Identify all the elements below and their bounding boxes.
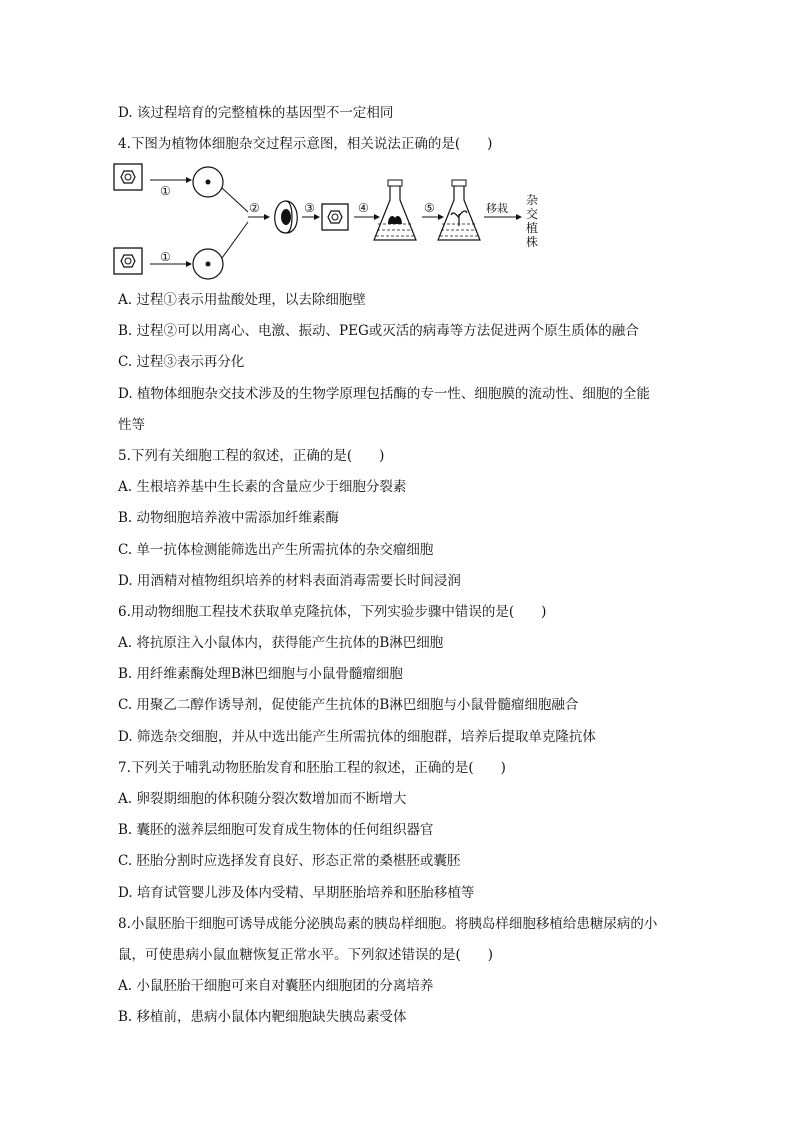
option-7b: B. 囊胚的滋养层细胞可发育成生物体的任何组织器官 [118,822,434,838]
flask-callus-icon [374,180,416,240]
question-5: 5.下列有关细胞工程的叙述，正确的是( ) [118,448,385,464]
protoplast-top [193,167,223,197]
option-8a: A. 小鼠胚胎干细胞可来自对囊胚内细胞团的分离培养 [118,978,434,994]
option-5c: C. 单一抗体检测能筛选出产生所需抗体的杂交瘤细胞 [118,542,434,558]
flask-seedling-icon [438,180,480,240]
label-hybrid-char-2: 交 [526,207,539,221]
label-step2: ② [249,201,260,215]
option-4b: B. 过程②可以用离心、电激、振动、PEG或灭活的病毒等方法促进两个原生质体的融合 [118,323,639,339]
plant-cell-bottom-icon [114,248,142,274]
label-transplant: 移栽 [486,202,508,215]
option-7d: D. 培育试管婴儿涉及体内受精、早期胚胎培养和胚胎移植等 [118,885,475,901]
question-6: 6.用动物细胞工程技术获取单克隆抗体，下列实验步骤中错误的是( ) [118,604,547,620]
question-8: 8.小鼠胚胎干细胞可诱导成能分泌胰岛素的胰岛样细胞。将胰岛样细胞移植给患糖尿病的小 [118,916,658,932]
label-hybrid-char-3: 植 [526,221,539,235]
option-7a: A. 卵裂期细胞的体积随分裂次数增加而不断增大 [118,791,407,807]
label-step1-bottom: ① [160,250,171,264]
plant-cell-hybridization-diagram [112,160,552,284]
option-4c: C. 过程③表示再分化 [118,354,245,370]
label-step1-top: ① [160,184,171,198]
option-7c: C. 胚胎分割时应选择发育良好、形态正常的桑椹胚或囊胚 [118,853,461,869]
protoplast-bottom [193,249,223,279]
option-6b: B. 用纤维素酶处理B淋巴细胞与小鼠骨髓瘤细胞 [118,666,403,682]
question-8-cont: 鼠，可使患病小鼠血糖恢复正常水平。下列叙述错误的是( ) [118,947,494,963]
label-hybrid-char-4: 株 [526,235,539,249]
label-step5: ⑤ [424,201,435,215]
text-line-d3: D. 该过程培育的完整植株的基因型不一定相同 [118,105,394,121]
option-6d: D. 筛选杂交细胞，并从中选出能产生所需抗体的细胞群，培养后提取单克隆抗体 [118,729,596,745]
label-step3: ③ [304,201,315,215]
option-8b: B. 移植前，患病小鼠体内靶细胞缺失胰岛素受体 [118,1009,407,1025]
label-hybrid-char-1: 杂 [526,193,539,207]
plant-cell-top-icon [114,164,142,190]
label-step4: ④ [358,201,369,215]
fused-protoplast [275,201,298,233]
option-4d-cont: 性等 [118,417,145,433]
question-4: 4.下图为植物体细胞杂交过程示意图，相关说法正确的是( ) [118,136,493,152]
option-6a: A. 将抗原注入小鼠体内，获得能产生抗体的B淋巴细胞 [118,635,444,651]
option-5d: D. 用酒精对植物组织培养的材料表面消毒需要长时间浸润 [118,573,461,589]
option-4d: D. 植物体细胞杂交技术涉及的生物学原理包括酶的专一性、细胞膜的流动性、细胞的全能 [118,386,650,402]
hybrid-cell-icon [322,204,348,230]
option-6c: C. 用聚乙二醇作诱导剂，促使能产生抗体的B淋巴细胞与小鼠骨髓瘤细胞融合 [118,697,579,713]
option-5b: B. 动物细胞培养液中需添加纤维素酶 [118,510,340,526]
option-4a: A. 过程①表示用盐酸处理，以去除细胞壁 [118,292,366,308]
question-7: 7.下列关于哺乳动物胚胎发育和胚胎工程的叙述，正确的是( ) [118,760,506,776]
option-5a: A. 生根培养基中生长素的含量应少于细胞分裂素 [118,479,407,495]
